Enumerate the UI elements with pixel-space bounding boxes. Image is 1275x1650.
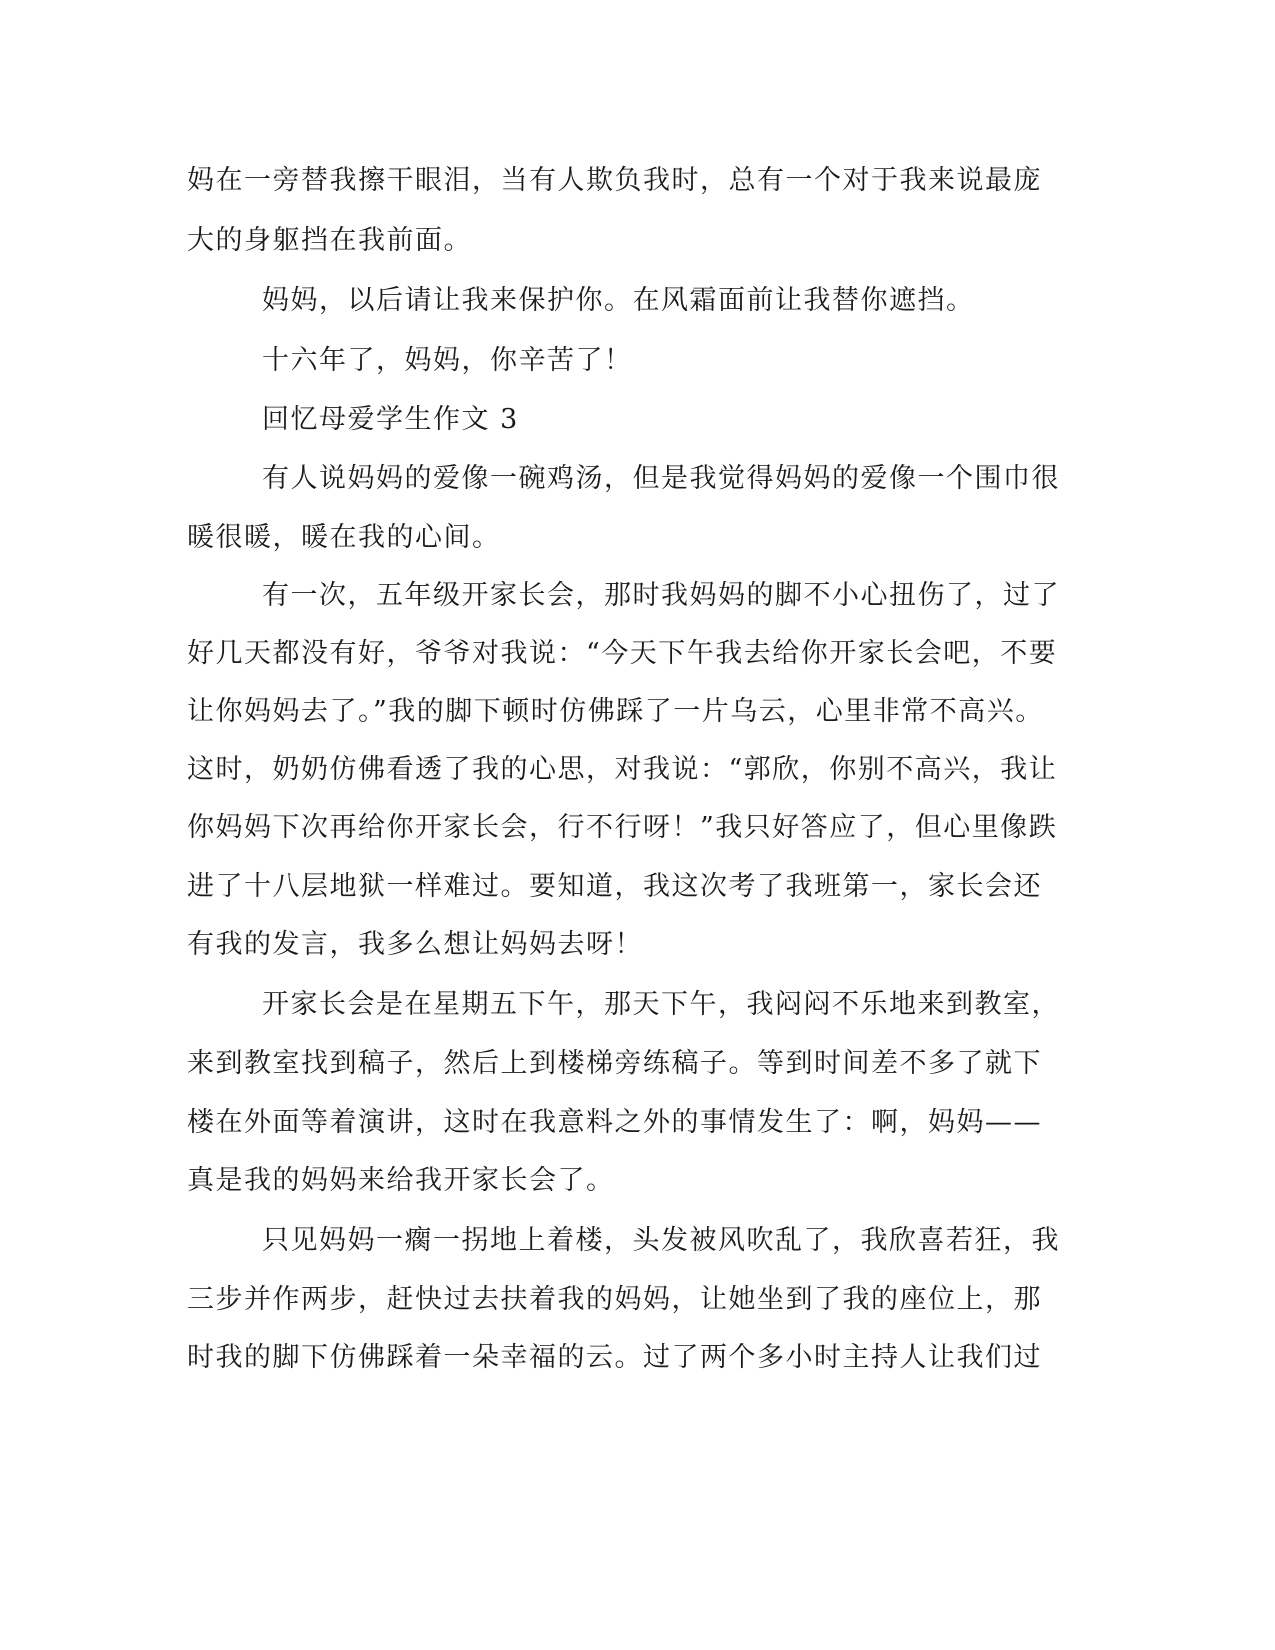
- text-line: 这时，奶奶仿佛看透了我的心思，对我说：“郭欣，你别不高兴，我让: [187, 754, 1058, 785]
- text-line: 时我的脚下仿佛踩着一朵幸福的云。过了两个多小时主持人让我们过: [187, 1342, 1042, 1373]
- text-line: 进了十八层地狱一样难过。要知道，我这次考了我班第一，家长会还: [187, 871, 1042, 902]
- text-line: 妈在一旁替我擦干眼泪，当有人欺负我时，总有一个对于我来说最庞: [187, 165, 1042, 196]
- text-line: 开家长会是在星期五下午，那天下午，我闷闷不乐地来到教室，: [262, 989, 1060, 1020]
- text-line: 妈妈，以后请让我来保护你。在风霜面前让我替你遮挡。: [262, 285, 975, 316]
- text-line: 三步并作两步，赶快过去扶着我的妈妈，让她坐到了我的座位上，那: [187, 1284, 1042, 1315]
- text-line: 十六年了，妈妈，你辛苦了！: [262, 345, 633, 376]
- text-line: 让你妈妈去了。”我的脚下顿时仿佛踩了一片乌云，心里非常不高兴。: [187, 696, 1044, 727]
- section-heading: 回忆母爱学生作文 3: [262, 404, 519, 435]
- text-line: 有人说妈妈的爱像一碗鸡汤，但是我觉得妈妈的爱像一个围巾很: [262, 463, 1060, 494]
- text-line: 真是我的妈妈来给我开家长会了。: [187, 1165, 615, 1196]
- text-line: 好几天都没有好，爷爷对我说：“今天下午我去给你开家长会吧，不要: [187, 638, 1058, 669]
- text-line: 大的身躯挡在我前面。: [187, 225, 472, 256]
- text-line: 你妈妈下次再给你开家长会，行不行呀！”我只好答应了，但心里像跌: [187, 812, 1058, 843]
- text-line: 只见妈妈一瘸一拐地上着楼，头发被风吹乱了，我欣喜若狂，我: [262, 1225, 1060, 1256]
- text-line: 暖很暖，暖在我的心间。: [187, 522, 501, 553]
- text-line: 来到教室找到稿子，然后上到楼梯旁练稿子。等到时间差不多了就下: [187, 1048, 1042, 1079]
- text-line: 楼在外面等着演讲，这时在我意料之外的事情发生了：啊，妈妈——: [187, 1107, 1042, 1138]
- text-line: 有我的发言，我多么想让妈妈去呀！: [187, 929, 643, 960]
- text-line: 有一次，五年级开家长会，那时我妈妈的脚不小心扭伤了，过了: [262, 580, 1060, 611]
